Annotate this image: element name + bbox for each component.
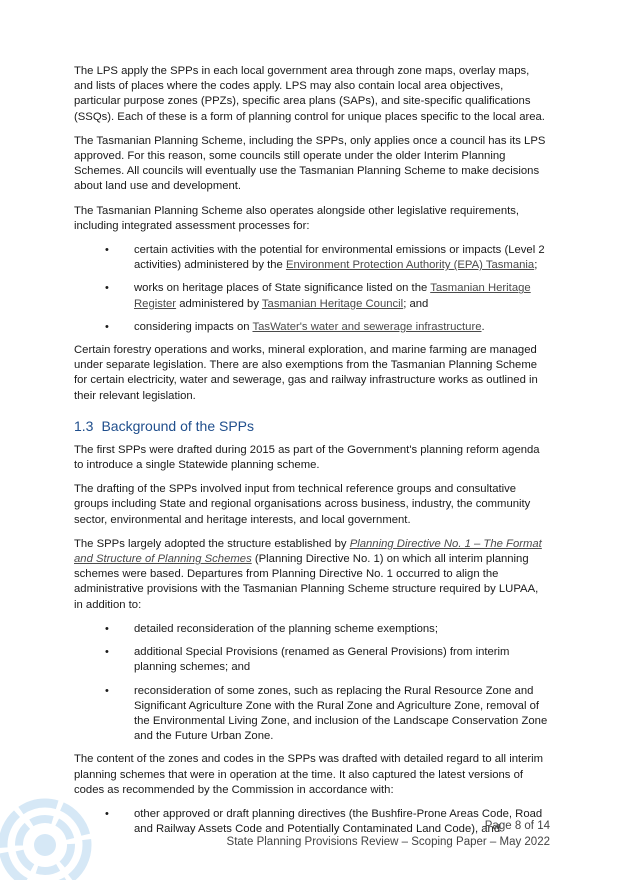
list-item: • works on heritage places of State significance listed on the Tasmanian Heritage Register administered by Tasmanian Heritage Council; and: [105, 282, 531, 310]
bullet-icon: •: [105, 807, 109, 820]
heritage-council-link[interactable]: Tasmanian Heritage Council: [261, 297, 404, 310]
departures-bullet-list: [74, 622, 550, 744]
bullet-icon: •: [105, 684, 109, 697]
page-body: [74, 64, 550, 845]
paragraph-content-zones: The content of the zones and codes in the SPPs was drafted with detailed regard to all interim planning schemes that were in operation at the time. It also captured the latest versions of codes as recommended by the Commission in accordance with:: [74, 753, 544, 796]
planning-directive-link[interactable]: Planning Directive No. 1 – The Format and Structure of Planning Schemes: [74, 537, 542, 566]
bullet-icon: •: [105, 622, 109, 635]
epa-link[interactable]: Environment Protection Authority (EPA) Tasmania: [285, 259, 535, 272]
taswater-link[interactable]: TasWater's water and sewerage infrastructure: [252, 320, 482, 333]
bullet-icon: •: [105, 320, 109, 333]
heritage-register-link[interactable]: Tasmanian Heritage Register: [134, 282, 531, 310]
page-number: Page 8 of 14: [484, 820, 550, 832]
paragraph-legislative: The Tasmanian Planning Scheme also operates alongside other legislative requirements, including integrated assessment processes for:: [74, 204, 520, 232]
paragraph-exemptions: Certain forestry operations and works, mineral exploration, and marine farming are managed under separate legislation. There are also exemptions from the Tasmanian Planning Scheme for certain electricity, water and sewerage, gas and railway infrastructure works as outlined in their relevant legislation.: [74, 344, 538, 402]
bullet-icon: •: [105, 244, 109, 257]
section-number: 1.3: [74, 417, 94, 434]
list-item: • additional Special Provisions (renamed as General Provisions) from interim planning schemes; and: [105, 646, 510, 674]
list-item: • other approved or draft planning directives (the Bushfire-Prone Areas Code, Road and Railway Assets Code and Potentially Contaminated Land Code), and: [105, 807, 543, 836]
legislative-bullet-list: [74, 243, 550, 335]
list-item: • considering impacts on TasWater's water and sewerage infrastructure.: [74, 320, 550, 335]
paragraph-tps-approval: The Tasmanian Planning Scheme, including the SPPs, only applies once a council has its LPS approved. For this reason, some councils still operate under the older Interim Planning Schemes. All councils will eventually use the Tasmanian Planning Scheme to make decisions about land use and development.: [74, 134, 546, 193]
list-item: • reconsideration of some zones, such as replacing the Rural Resource Zone and Significant Agriculture Zone with the Rural Zone and Agriculture Zone, removal of the Environmental Living Zone, and inclusion of the Landscape Conservation Zone and the Future Urban Zone.: [105, 684, 548, 743]
paragraph-first-spps: The first SPPs were drafted during 2015 as part of the Government's planning reform agenda to introduce a single Statewide planning scheme.: [74, 443, 540, 472]
list-item: • certain activities with the potential for environmental emissions or impacts (Level 2 activities) administered by the Environment Protection Authority (EPA) Tasmania;: [105, 244, 545, 272]
page-footer: [227, 818, 550, 850]
section-heading: [74, 417, 550, 435]
section-title: Background of the SPPs: [101, 417, 255, 434]
list-item: • detailed reconsideration of the planning scheme exemptions;: [74, 622, 550, 637]
document-title: State Planning Provisions Review – Scoping Paper – May 2022: [226, 836, 550, 848]
paragraph-structure: The SPPs largely adopted the structure established by Planning Directive No. 1 – The Format and Structure of Planning Schemes (Planning Directive No. 1) on which all interim planning schemes were based. Departures from Planning Directive No. 1 occurred to align the administrative provisions with the Tasmanian Planning Scheme structure required by LUPAA, in addition to:: [74, 537, 542, 611]
paragraph-drafting: The drafting of the SPPs involved input from technical reference groups and consultative groups including State and regional organisations across business, industry, the community sector, environmental and heritage interests, and local government.: [74, 483, 531, 526]
bullet-icon: •: [105, 282, 109, 295]
bullet-icon: •: [105, 646, 109, 659]
paragraph-lps: The LPS apply the SPPs in each local government area through zone maps, overlay maps, and lists of places where the codes apply. LPS may also contain local area objectives, particular purpose zones (PPZs), specific area plans (SAPs), and site-specific qualifications (SSQs). Each of these is a form of planning control for unique places specific to the local area.: [74, 65, 545, 123]
